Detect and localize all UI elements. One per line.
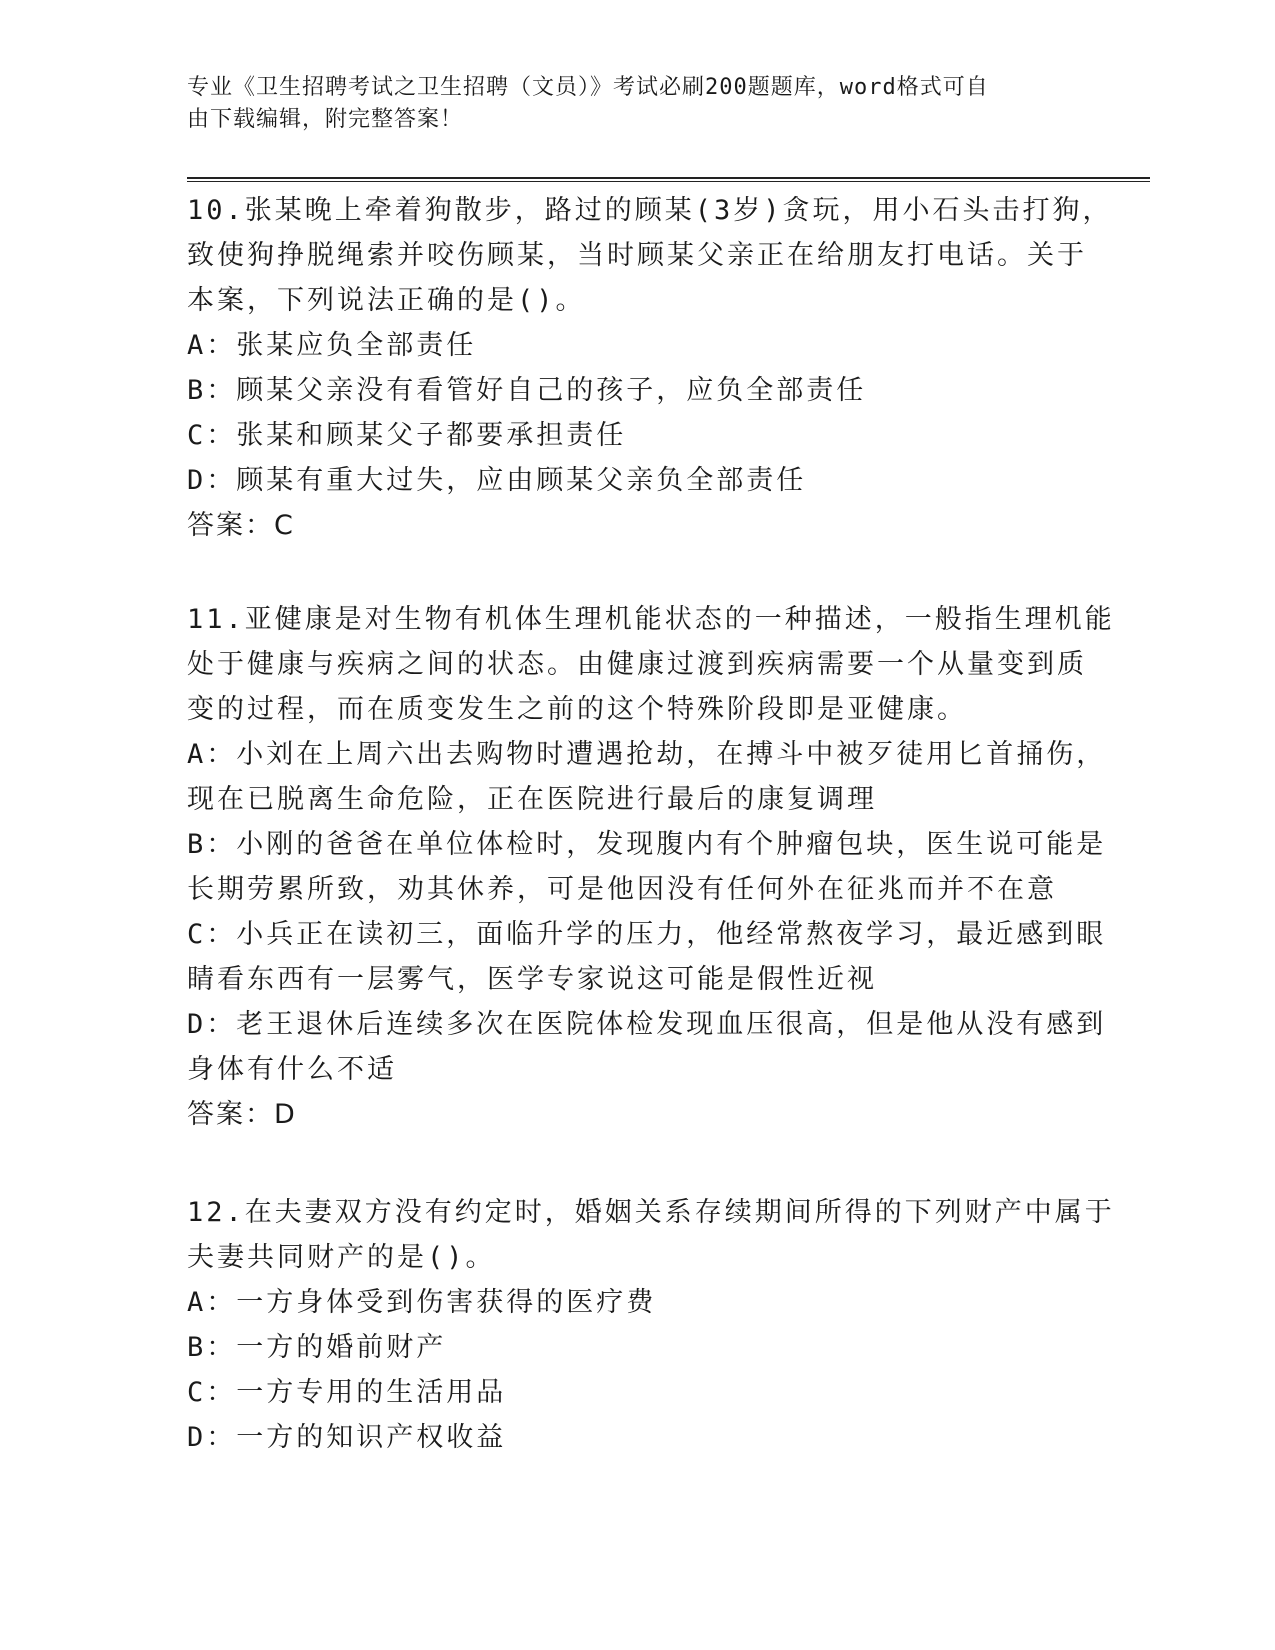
option-a: A：小刘在上周六出去购物时遭遇抢劫，在搏斗中被歹徒用匕首捅伤， (187, 739, 1107, 770)
question-stem-line: 12.在夫妻双方没有约定时，婚姻关系存续期间所得的下列财产中属于 (187, 1197, 1115, 1228)
option-b: B：小刚的爸爸在单位体检时，发现腹内有个肿瘤包块，医生说可能是 (187, 829, 1107, 860)
question-12 (187, 1190, 1115, 1460)
option-a: A：张某应负全部责任 (187, 330, 477, 361)
question-stem-line: 11.亚健康是对生物有机体生理机能状态的一种描述，一般指生理机能 (187, 604, 1115, 635)
option-c: C：一方专用的生活用品 (187, 1377, 507, 1408)
answer-line: 答案：D (187, 1099, 297, 1130)
document-header (187, 72, 1067, 136)
option-d-continued: 身体有什么不适 (187, 1054, 397, 1085)
header-line: 专业《卫生招聘考试之卫生招聘（文员）》考试必刷200题题库，word格式可自 (187, 75, 989, 100)
option-b: B：顾某父亲没有看管好自己的孩子，应负全部责任 (187, 375, 867, 406)
question-stem-line: 致使狗挣脱绳索并咬伤顾某，当时顾某父亲正在给朋友打电话。关于 (187, 240, 1087, 271)
question-stem-line: 本案，下列说法正确的是()。 (187, 285, 586, 316)
header-divider (187, 177, 1150, 182)
question-10 (187, 188, 1113, 548)
option-c: C：张某和顾某父子都要承担责任 (187, 420, 627, 451)
question-stem-line: 10.张某晚上牵着狗散步，路过的顾某(3岁)贪玩，用小石头击打狗， (187, 195, 1113, 226)
option-a-continued: 现在已脱离生命危险，正在医院进行最后的康复调理 (187, 784, 877, 815)
header-line: 由下载编辑，附完整答案！ (187, 107, 464, 132)
option-d: D：顾某有重大过失，应由顾某父亲负全部责任 (187, 465, 807, 496)
question-stem-line: 处于健康与疾病之间的状态。由健康过渡到疾病需要一个从量变到质 (187, 649, 1087, 680)
answer-line: 答案：C (187, 510, 295, 541)
question-11 (187, 597, 1115, 1137)
question-stem-line: 夫妻共同财产的是()。 (187, 1242, 496, 1273)
option-a: A：一方身体受到伤害获得的医疗费 (187, 1287, 657, 1318)
question-stem-line: 变的过程，而在质变发生之前的这个特殊阶段即是亚健康。 (187, 694, 967, 725)
option-d: D：一方的知识产权收益 (187, 1422, 507, 1453)
option-d: D：老王退休后连续多次在医院体检发现血压很高，但是他从没有感到 (187, 1009, 1107, 1040)
option-b-continued: 长期劳累所致，劝其休养，可是他因没有任何外在征兆而并不在意 (187, 874, 1057, 905)
option-b: B：一方的婚前财产 (187, 1332, 447, 1363)
option-c-continued: 睛看东西有一层雾气，医学专家说这可能是假性近视 (187, 964, 877, 995)
option-c: C：小兵正在读初三，面临升学的压力，他经常熬夜学习，最近感到眼 (187, 919, 1107, 950)
